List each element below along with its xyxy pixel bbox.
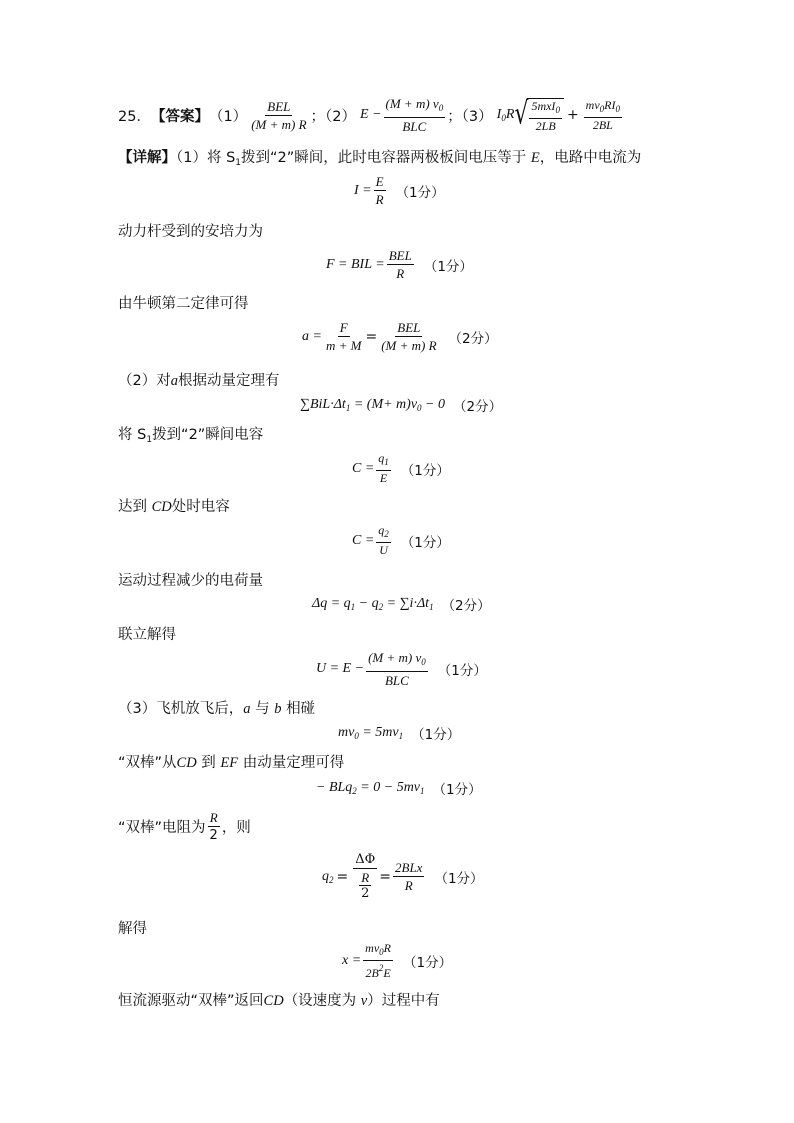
equation-voltage: U = E − $\frac{(M + m) v_0}{\text{BLC}}$ （1分） bbox=[316, 650, 487, 688]
text-double1: “双棒”从CD 到 EF 由动量定理可得 bbox=[118, 755, 345, 771]
equation-x: x = $\frac{mv_0R}{2B^2E}$ （1分） bbox=[342, 941, 453, 980]
text-part3: （3）飞机放飞后，a 与 b 相碰 bbox=[118, 701, 316, 717]
text-newton: 由牛顿第二定律可得 bbox=[118, 296, 249, 312]
text-jie: 解得 bbox=[118, 921, 147, 937]
answer-line: 25． 【答案】 （1） $\frac{\text{BEL}}{(M + m) R}$ ；（2） E − $\frac{(M + m) v_0}{\text{BLC}}$ ；（3） $I_0R$ √ $\frac{5mxI_0}{2LB}$ + $\frac{mv_0RI_0}{2BL}$ bbox=[118, 96, 620, 134]
equation-collision: $mv_0 = 5mv_1$ （1分） bbox=[338, 725, 461, 743]
answer-2-fraction: $\frac{(M + m) v_0}{\text{BLC}}$ bbox=[385, 96, 444, 134]
equation-acceleration: a = $\frac{F}{m + M}$ = $\frac{\text{BEL}}{(M + m) R}$ （2分） bbox=[302, 320, 498, 353]
text-force: 动力杆受到的安培力为 bbox=[118, 224, 263, 240]
text-part2: （2）对a根据动量定理有 bbox=[118, 373, 280, 389]
text-solve: 联立解得 bbox=[118, 627, 176, 643]
equation-cap2: C = $\frac{q_2}{U}$ （1分） bbox=[352, 523, 450, 557]
answer-tag: 【答案】 bbox=[150, 108, 209, 125]
text-last: 恒流源驱动“双棒”返回CD（设速度为 v）过程中有 bbox=[118, 993, 440, 1009]
equation-momentum: $\sum BiL\cdot\Delta t_1 = (M+ m)v_0 - 0$ （2分） bbox=[300, 397, 503, 415]
text-cap1: 将 $S_1$拨到“2”瞬间电容 bbox=[118, 427, 264, 445]
equation-charge: $\Delta q = q_1 - q_2 = \sum i\cdot\Delta t_1$ （2分） bbox=[312, 596, 491, 614]
answer-3-sqrt: √ $\frac{5mxI_0}{2LB}$ bbox=[514, 98, 564, 133]
answer-1-fraction: $\frac{\text{BEL}}{(M + m) R}$ bbox=[251, 98, 307, 132]
equation-current: I = $\frac{E}{R}$ （1分） bbox=[354, 174, 445, 207]
text-charge: 运动过程减少的电荷量 bbox=[118, 573, 263, 589]
detail-line: 【详解】（1）将 $S_1$拨到“2”瞬间，此时电容器两极板间电压等于 E，电路中电流为 bbox=[118, 150, 642, 168]
equation-force: F = BIL = $\frac{\text{BEL}}{R}$ （1分） bbox=[326, 248, 473, 281]
question-number: 25． bbox=[118, 108, 151, 125]
answer-3-fraction: $\frac{mv_0RI_0}{2BL}$ bbox=[585, 97, 620, 132]
equation-q2: $q_2$ = ΔΦ R 2 = $\frac{\text{2BLx}}{R}$ （1分） bbox=[322, 852, 484, 901]
equation-double-momentum: − $BLq_2 = 0 - 5mv_1$ （1分） bbox=[316, 780, 482, 798]
equation-cap1: C = $\frac{q_1}{E}$ （1分） bbox=[352, 451, 450, 485]
detail-tag: 【详解】 bbox=[118, 150, 176, 166]
text-resistance: “双棒”电阻为 $\frac{R}{2}$ ，则 bbox=[118, 810, 251, 843]
text-cd: 达到 CD处时电容 bbox=[118, 499, 230, 515]
